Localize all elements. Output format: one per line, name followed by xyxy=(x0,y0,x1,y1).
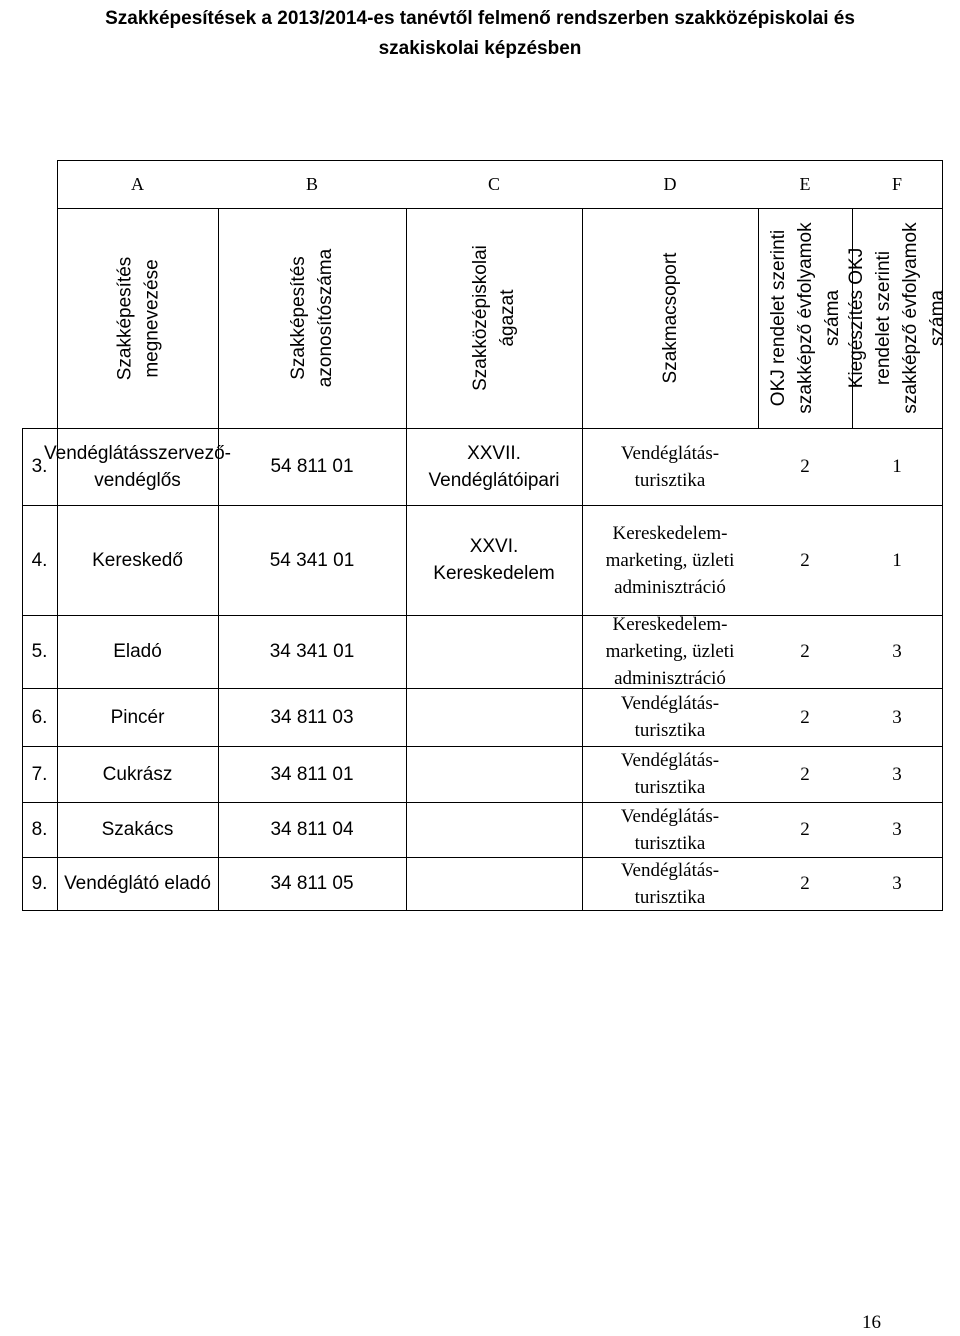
qualification-name-line: Pincér xyxy=(110,706,165,728)
profession-group xyxy=(582,746,758,802)
row-number: 6. xyxy=(31,706,48,728)
profession-group xyxy=(582,688,758,746)
okj-grade-count: 2 xyxy=(800,549,810,571)
qualification-code: 34 341 01 xyxy=(269,641,355,662)
row-number: 3. xyxy=(31,456,48,477)
profession-group-line: Vendéglátás- xyxy=(620,805,720,827)
profession-group xyxy=(582,802,758,857)
row-number: 7. xyxy=(31,763,48,785)
supplementary-grade-count: 3 xyxy=(892,706,902,728)
qualification-name-line: Eladó xyxy=(113,641,162,662)
okj-grade-count: 2 xyxy=(800,706,810,728)
header-e-line: száma xyxy=(821,290,843,346)
profession-group-line: turisztika xyxy=(634,469,706,491)
page-number: 16 xyxy=(862,1312,881,1333)
header-f-line: rendelet szerinti xyxy=(873,250,894,386)
qualification-code: 34 811 05 xyxy=(270,873,354,894)
okj-grade-count: 2 xyxy=(800,763,810,785)
qualification-code: 34 811 03 xyxy=(270,706,354,728)
profession-group-line: turisztika xyxy=(634,720,706,741)
profession-group-line: Kereskedelem- xyxy=(612,522,728,544)
header-f-line: Kiegészítés OKJ xyxy=(846,247,867,389)
profession-group-line: Vendéglátás- xyxy=(620,693,720,714)
header-e-line: szakképző évfolyamok xyxy=(794,222,816,414)
okj-grade-count: 2 xyxy=(800,456,810,477)
qualification-name xyxy=(57,615,218,688)
school-sector xyxy=(406,505,582,615)
profession-group xyxy=(582,428,758,505)
header-a-line: megnevezése xyxy=(140,258,162,378)
supplementary-grade-count: 3 xyxy=(892,819,902,840)
profession-group-line: Vendéglátás- xyxy=(620,859,720,881)
profession-group xyxy=(582,857,758,910)
row-number: 4. xyxy=(31,549,48,571)
school-sector-line: Vendéglátóipari xyxy=(428,469,560,491)
header-a-line: Szakképesítés xyxy=(113,256,135,380)
supplementary-grade-count: 3 xyxy=(892,641,902,662)
header-a xyxy=(57,208,218,428)
qualification-code: 54 811 01 xyxy=(270,456,354,477)
header-f-line: szakképző évfolyamok xyxy=(900,222,921,414)
column-letter-c: C xyxy=(487,173,500,194)
profession-group xyxy=(582,505,758,615)
header-d xyxy=(582,208,758,428)
page-title-line-2: szakiskolai képzésben xyxy=(378,38,582,59)
header-d-line: Szakmacsoport xyxy=(659,252,681,384)
qualification-name-line: Cukrász xyxy=(102,763,173,785)
qualification-name xyxy=(57,802,218,857)
profession-group-line: marketing, üzleti xyxy=(605,641,735,662)
qualification-name xyxy=(57,505,218,615)
profession-group-line: turisztika xyxy=(634,777,706,798)
profession-group-line: Vendéglátás- xyxy=(620,750,720,771)
school-sector-line: XXVI. xyxy=(469,536,519,557)
profession-group xyxy=(582,615,758,688)
header-c-line: Szakközépiskolai xyxy=(470,245,491,391)
profession-group-line: adminisztráció xyxy=(614,668,726,689)
row-number: 8. xyxy=(31,819,48,840)
header-b-line: Szakképesítés xyxy=(288,256,309,380)
qualification-name-line: Kereskedő xyxy=(92,549,183,571)
okj-grade-count: 2 xyxy=(800,873,810,894)
qualification-name-line: Vendéglátásszervező- xyxy=(44,442,231,464)
body-right-border xyxy=(942,428,943,910)
column-letter-e: E xyxy=(799,173,811,194)
row-number: 5. xyxy=(31,641,48,662)
qualification-code: 34 811 04 xyxy=(270,819,354,840)
header-b xyxy=(218,208,406,428)
page-title xyxy=(0,4,960,64)
page-title-line-1: Szakképesítések a 2013/2014-es tanévtől felmenő rendszerben szakközépiskolai és xyxy=(105,8,855,29)
header-e-line: OKJ rendelet szerinti xyxy=(767,229,789,407)
profession-group-line: adminisztráció xyxy=(614,576,726,598)
qualification-name xyxy=(57,746,218,802)
school-sector-line: XXVII. xyxy=(467,442,521,464)
school-sector xyxy=(406,428,582,505)
okj-grade-count: 2 xyxy=(800,641,810,662)
qualification-name-line: vendéglős xyxy=(94,469,181,491)
column-letter-a: A xyxy=(131,173,144,194)
header-c xyxy=(406,208,582,428)
profession-group-line: Vendéglátás- xyxy=(620,442,720,464)
row-number: 9. xyxy=(31,873,48,894)
supplementary-grade-count: 1 xyxy=(892,549,902,571)
qualification-code: 54 341 01 xyxy=(269,549,355,571)
supplementary-grade-count: 3 xyxy=(892,873,902,894)
qualification-name-line: Vendéglátó eladó xyxy=(64,873,211,894)
supplementary-grade-count: 3 xyxy=(892,763,902,785)
supplementary-grade-count: 1 xyxy=(892,456,902,477)
header-b-line: azonosítószáma xyxy=(315,248,336,388)
profession-group-line: Kereskedelem- xyxy=(612,614,728,635)
column-letter-d: D xyxy=(663,173,677,194)
row-border xyxy=(22,910,943,911)
qualification-name xyxy=(57,857,218,910)
header-c-line: ágazat xyxy=(497,289,518,347)
okj-grade-count: 2 xyxy=(800,819,810,840)
header-f xyxy=(846,208,948,428)
profession-group-line: marketing, üzleti xyxy=(605,549,735,571)
qualification-name-line: Szakács xyxy=(101,819,174,840)
column-letter-f: F xyxy=(891,173,902,194)
qualification-name xyxy=(57,688,218,746)
column-letter-b: B xyxy=(305,173,318,194)
header-f-line: száma xyxy=(927,290,948,346)
profession-group-line: turisztika xyxy=(634,886,706,908)
qualification-code: 34 811 01 xyxy=(270,763,354,785)
school-sector-line: Kereskedelem xyxy=(433,563,555,584)
profession-group-line: turisztika xyxy=(634,832,706,854)
qualification-name xyxy=(44,428,231,505)
header-e xyxy=(758,208,852,428)
